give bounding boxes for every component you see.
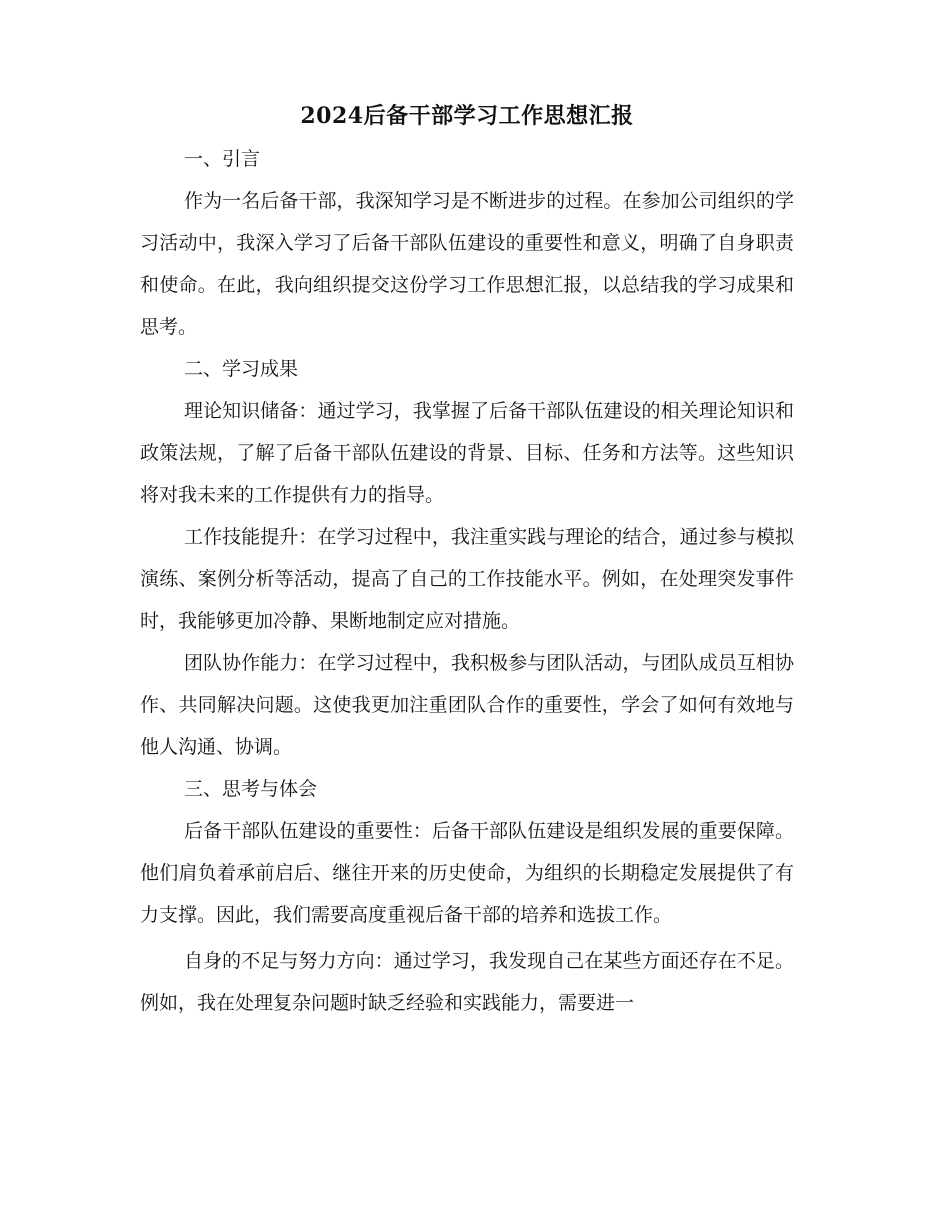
- section-heading-introduction: 一、引言: [184, 148, 261, 170]
- paragraph: 理论知识储备：通过学习，我掌握了后备干部队伍建设的相关理论知识和政策法规，了解了后备干部队伍建设的背景、目标、任务和方法等。这些知识将对我未来的工作提供有力的指导。: [140, 400, 794, 506]
- document-body: [140, 96, 794, 1024]
- section-heading-learning-results: 二、学习成果: [184, 358, 299, 380]
- section-heading-reflections: 三、思考与体会: [184, 778, 318, 800]
- document-title: 2024后备干部学习工作思想汇报: [300, 103, 634, 129]
- paragraph: 工作技能提升：在学习过程中，我注重实践与理论的结合，通过参与模拟演练、案例分析等活动，提高了自己的工作技能水平。例如，在处理突发事件时，我能够更加冷静、果断地制定应对措施。: [140, 526, 794, 632]
- paragraph: 后备干部队伍建设的重要性：后备干部队伍建设是组织发展的重要保障。他们肩负着承前启后、继往开来的历史使命，为组织的长期稳定发展提供了有力支撑。因此，我们需要高度重视后备干部的培养和选拔工作。: [140, 820, 794, 926]
- paragraph: 自身的不足与努力方向：通过学习，我发现自己在某些方面还存在不足。例如，我在处理复杂问题时缺乏经验和实践能力，需要进一: [140, 950, 794, 1014]
- paragraph: 团队协作能力：在学习过程中，我积极参与团队活动，与团队成员互相协作、共同解决问题。这使我更加注重团队合作的重要性，学会了如何有效地与他人沟通、协调。: [140, 652, 794, 758]
- paragraph: 作为一名后备干部，我深知学习是不断进步的过程。在参加公司组织的学习活动中，我深入学习了后备干部队伍建设的重要性和意义，明确了自身职责和使命。在此，我向组织提交这份学习工作思想汇报，以总结我的学习成果和思考。: [140, 190, 794, 338]
